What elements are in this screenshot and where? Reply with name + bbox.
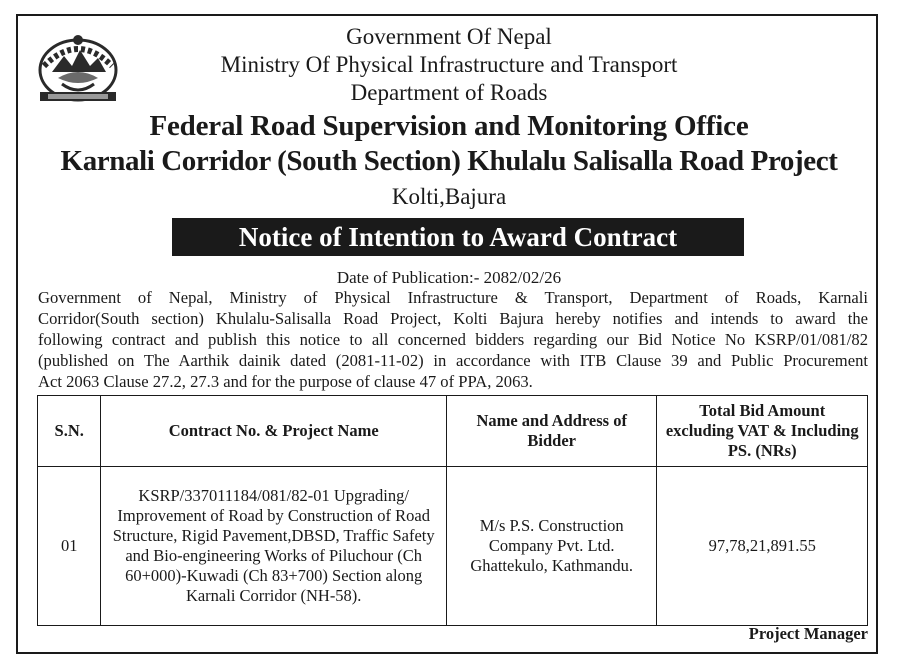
header-sn: S.N.	[38, 396, 101, 467]
project-title: Karnali Corridor (South Section) Khulalu Salisalla Road Project	[60, 145, 838, 177]
table-row	[38, 467, 868, 626]
department-title: Department of Roads	[350, 80, 548, 105]
body-line: Act 2063 Clause 27.2, 27.3 and for the purpose of clause 47 of PPA, 2063.	[38, 372, 533, 391]
office-title: Federal Road Supervision and Monitoring Office	[149, 110, 749, 142]
location-text: Kolti,Bajura	[391, 184, 507, 209]
body-line: Corridor(South section) Khulalu-Salisalla Road Project, Kolti Bajura hereby notifies and intends to award the	[38, 309, 868, 328]
award-table	[37, 395, 868, 626]
notice-title: Notice of Intention to Award Contract	[172, 218, 744, 256]
header-bidder: Name and Address of Bidder	[446, 396, 657, 467]
cell-contract: KSRP/337011184/081/82-01 Upgrading/ Improvement of Road by Construction of Road Structure, Rigid Pavement,DBSD, Traffic Safety and Bio-engineering Works of Piluchour (Ch 60+000)-Kuwadi (Ch 83+700) Section along Karnali Corridor (NH-58).	[101, 467, 446, 626]
cell-sn: 01	[38, 467, 101, 626]
table-header-row	[38, 396, 868, 467]
signer-title: Project Manager	[748, 624, 868, 643]
ministry-title: Ministry Of Physical Infrastructure and Transport	[220, 52, 678, 77]
body-line: (published on The Aarthik dainik dated (2081-11-02) in accordance with ITB Clause 39 and Public Procurement	[38, 351, 868, 370]
government-title: Government Of Nepal	[346, 24, 552, 49]
body-line: Government of Nepal, Ministry of Physical Infrastructure & Transport, Department of Roads, Karnali	[38, 288, 868, 307]
notice-body	[38, 287, 868, 392]
body-line: following contract and publish this notice to all concerned bidders regarding our Bid Notice No KSRP/01/081/82	[38, 330, 868, 349]
cell-bidder: M/s P.S. Construction Company Pvt. Ltd. Ghattekulo, Kathmandu.	[446, 467, 657, 626]
publication-date: Date of Publication:- 2082/02/26	[336, 268, 562, 287]
cell-amount: 97,78,21,891.55	[657, 467, 868, 626]
header-contract: Contract No. & Project Name	[101, 396, 446, 467]
header-amount: Total Bid Amount excluding VAT & Including PS. (NRs)	[657, 396, 868, 467]
